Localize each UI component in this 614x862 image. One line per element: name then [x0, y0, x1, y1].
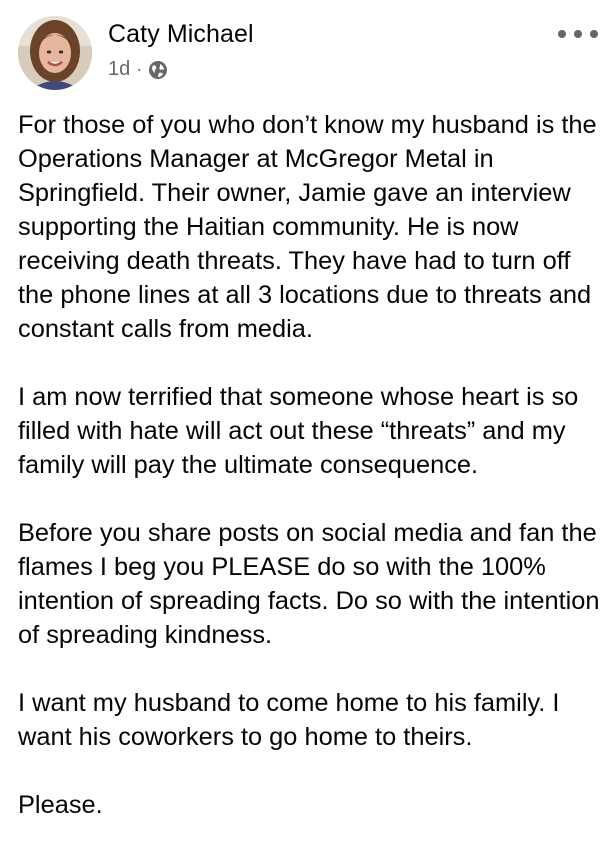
post-paragraph-2: I am now terrified that someone whose heart is so filled with hate will act out these “threats” and my family will pay the ultimate consequence.	[18, 383, 579, 479]
more-dot	[574, 30, 582, 38]
more-dot	[590, 30, 598, 38]
post-paragraph-4: I want my husband to come home to his family. I want his coworkers to go home to theirs.	[18, 689, 560, 751]
meta-separator: ·	[136, 59, 143, 79]
post-body	[18, 108, 603, 822]
post-timestamp[interactable]: 1d	[108, 58, 131, 80]
post-paragraph-5: Please.	[18, 791, 103, 819]
author-name[interactable]: Caty Michael	[108, 20, 254, 48]
post-header	[18, 14, 598, 94]
avatar-image	[18, 16, 92, 90]
post-paragraph-3: Before you share posts on social media and fan the flames I beg you PLEASE do so with the 100% intention of spreading facts. Do so with the intention of spreading kindness.	[18, 519, 600, 649]
more-options-icon[interactable]	[558, 24, 598, 44]
more-dot	[558, 30, 566, 38]
post-paragraph-1: For those of you who don’t know my husband is the Operations Manager at McGregor Metal in Springfield. Their owner, Jamie gave an interview supporting the Haitian community. He is now receiving death threats. They have had to turn off the phone lines at all 3 locations due to threats and constant calls from media.	[18, 111, 597, 343]
post-meta	[108, 58, 168, 81]
avatar[interactable]	[18, 16, 92, 90]
globe-icon[interactable]	[148, 60, 168, 80]
